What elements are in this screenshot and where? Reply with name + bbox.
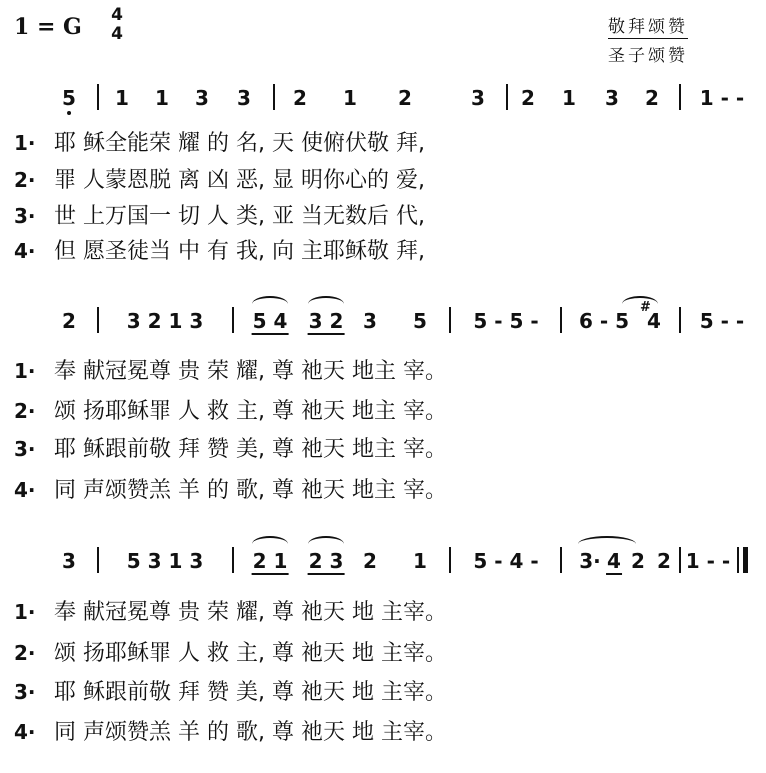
note: 5 (413, 309, 427, 333)
note: 1 (155, 86, 169, 110)
lyric-text: 奉 献冠冕尊 贵 荣 耀, 尊 祂天 地 主宰。 (54, 600, 447, 625)
lyric-text: 耶 稣跟前敬 拜 赞 美, 尊 祂天 地 主宰。 (54, 680, 447, 705)
note-group: 3 2 (308, 309, 344, 333)
note: 2 (398, 86, 412, 110)
final-barline-thick (743, 547, 748, 573)
note: 5 (62, 86, 76, 110)
lyric-text: 世 上万国一 切 人 类, 亚 当无数后 代, (54, 204, 425, 229)
note: 5 - - (699, 309, 745, 333)
note: 3· (579, 549, 601, 573)
note: 3 (237, 86, 251, 110)
lyric-line (14, 358, 447, 385)
barline (560, 307, 562, 333)
note: 2 (521, 86, 535, 110)
barline (449, 307, 451, 333)
note: 2 (293, 86, 307, 110)
verse-number: 4· (14, 239, 36, 263)
note: 1 (343, 86, 357, 110)
note: 4 (647, 309, 661, 333)
verse-number: 4· (14, 478, 36, 502)
lyric-text: 耶 稣跟前敬 拜 赞 美, 尊 祂天 地主 宰。 (54, 437, 447, 462)
lyric-line (14, 640, 447, 667)
verse-number: 1· (14, 359, 36, 383)
time-signature (107, 6, 127, 43)
verse-number: 1· (14, 600, 36, 624)
lyric-text: 奉 献冠冕尊 贵 荣 耀, 尊 祂天 地主 宰。 (54, 359, 447, 384)
note: 1 (562, 86, 576, 110)
lyric-text: 但 愿圣徒当 中 有 我, 向 主耶稣敬 拜, (54, 239, 425, 264)
final-barline-thin (737, 547, 739, 573)
lyric-line (14, 238, 425, 265)
verse-number: 3· (14, 680, 36, 704)
lyric-text: 罪 人蒙恩脱 离 凶 恶, 显 明你心的 爱, (54, 168, 425, 193)
lyric-text: 颂 扬耶稣罪 人 救 主, 尊 祂天 地 主宰。 (54, 641, 447, 666)
note: 1 (115, 86, 129, 110)
note: 1 (413, 549, 427, 573)
note: 3 (195, 86, 209, 110)
lyric-text: 同 声颂赞羔 羊 的 歌, 尊 祂天 地主 宰。 (54, 478, 447, 503)
barline (232, 547, 234, 573)
note: 2 (62, 309, 76, 333)
note-group: 3 2 1 3 (126, 309, 204, 333)
note: 3 (471, 86, 485, 110)
lyric-text: 颂 扬耶稣罪 人 救 主, 尊 祂天 地主 宰。 (54, 399, 447, 424)
category-line-2: 圣子颂赞 (608, 46, 688, 66)
barline (679, 307, 681, 333)
note: 3 (62, 549, 76, 573)
lyric-line (14, 203, 425, 230)
sharp-accidental: # (640, 300, 651, 315)
verse-number: 2· (14, 399, 36, 423)
barline (560, 547, 562, 573)
barline (232, 307, 234, 333)
verse-number: 3· (14, 437, 36, 461)
note: 2 (657, 549, 671, 573)
lyric-line (14, 436, 447, 463)
barline (679, 547, 681, 573)
lyric-text: 耶 稣全能荣 耀 的 名, 天 使俯伏敬 拜, (54, 131, 425, 156)
time-numerator: 4 (111, 5, 123, 25)
note-group: 5 3 1 3 (126, 549, 204, 573)
lyric-line (14, 679, 447, 706)
lyric-line (14, 599, 447, 626)
verse-number: 2· (14, 641, 36, 665)
lyric-line (14, 398, 447, 425)
barline (506, 84, 508, 110)
note-group: 2 3 (308, 549, 344, 573)
note: 2 (631, 549, 645, 573)
time-denominator: 4 (111, 24, 123, 44)
note-group: 5 4 (252, 309, 288, 333)
key-signature: 1 = G (14, 14, 82, 40)
note: 3 (363, 309, 377, 333)
barline (679, 84, 681, 110)
lyric-line (14, 719, 447, 746)
note: 2 (645, 86, 659, 110)
lyric-line (14, 477, 447, 504)
note-group: 6 - 5 (578, 309, 630, 333)
note: 3 (605, 86, 619, 110)
lyric-text: 同 声颂赞羔 羊 的 歌, 尊 祂天 地 主宰。 (54, 720, 447, 745)
barline (449, 547, 451, 573)
category-line-1: 敬拜颂赞 (608, 12, 688, 39)
verse-number: 2· (14, 168, 36, 192)
verse-number: 4· (14, 720, 36, 744)
note-group: 2 1 (252, 549, 288, 573)
barline (273, 84, 275, 110)
note-group: 5 - 4 - (473, 549, 539, 573)
note-group: 5 - 5 - (473, 309, 539, 333)
barline (97, 84, 99, 110)
verse-number: 1· (14, 131, 36, 155)
note: 2 (363, 549, 377, 573)
lyric-line (14, 130, 425, 157)
verse-number: 3· (14, 204, 36, 228)
note: 1 - - (685, 549, 731, 573)
note: 4 (607, 549, 621, 573)
note: 1 - - (699, 86, 745, 110)
lyric-line (14, 167, 425, 194)
barline (97, 547, 99, 573)
barline (97, 307, 99, 333)
hymn-category (608, 12, 688, 66)
